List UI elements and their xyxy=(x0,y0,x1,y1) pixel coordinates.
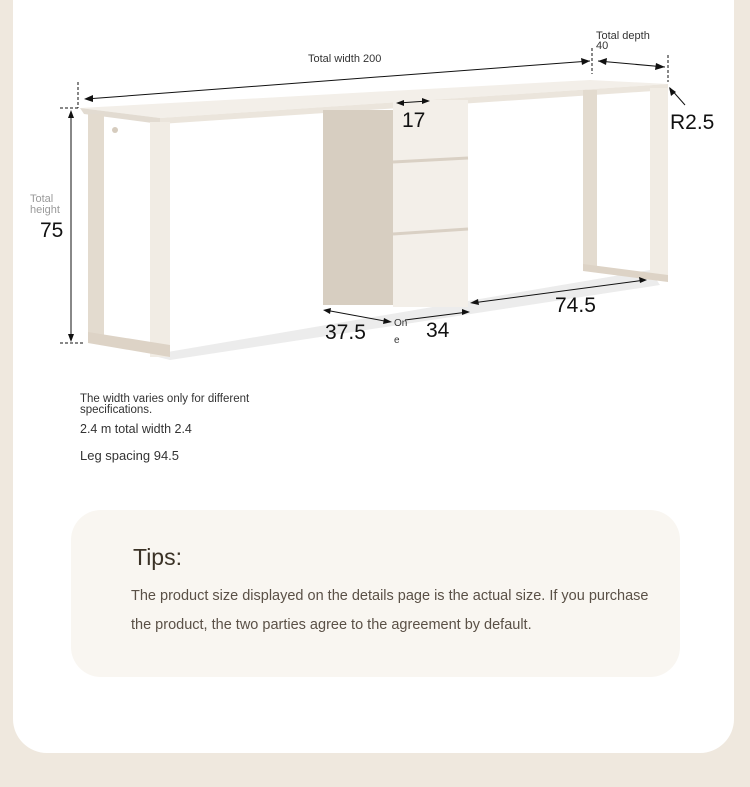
total-depth-label: Total depth xyxy=(596,30,650,42)
one-label-2: e xyxy=(394,335,400,346)
tips-box xyxy=(71,510,680,677)
width-variation-note: The width varies only for different specifications. xyxy=(80,393,250,416)
total-height-label-2: height xyxy=(30,204,60,216)
drawer-top-value: 17 xyxy=(402,109,426,132)
cabinet-depth-value: 37.5 xyxy=(325,321,366,344)
tips-body: The product size displayed on the details page is the actual size. If you purchase the product, the two parties agree to the agreement by default. xyxy=(131,588,649,633)
tips-title: Tips: xyxy=(133,544,182,570)
total-width-note: 2.4 m total width 2.4 xyxy=(80,422,192,436)
leg-gap-value: 74.5 xyxy=(555,294,596,317)
total-depth-value: 40 xyxy=(596,40,609,52)
total-width-label: Total width 200 xyxy=(308,53,382,65)
leg-spacing-note: Leg spacing 94.5 xyxy=(80,448,180,463)
cabinet-width-value: 34 xyxy=(426,319,450,342)
corner-radius-value: R2.5 xyxy=(670,111,715,134)
total-height-value: 75 xyxy=(40,219,64,242)
spec-notes xyxy=(80,394,280,463)
one-label-1: On xyxy=(394,318,408,329)
desk-dimension-diagram xyxy=(0,0,750,380)
total-height-label-1: Total xyxy=(30,193,54,205)
